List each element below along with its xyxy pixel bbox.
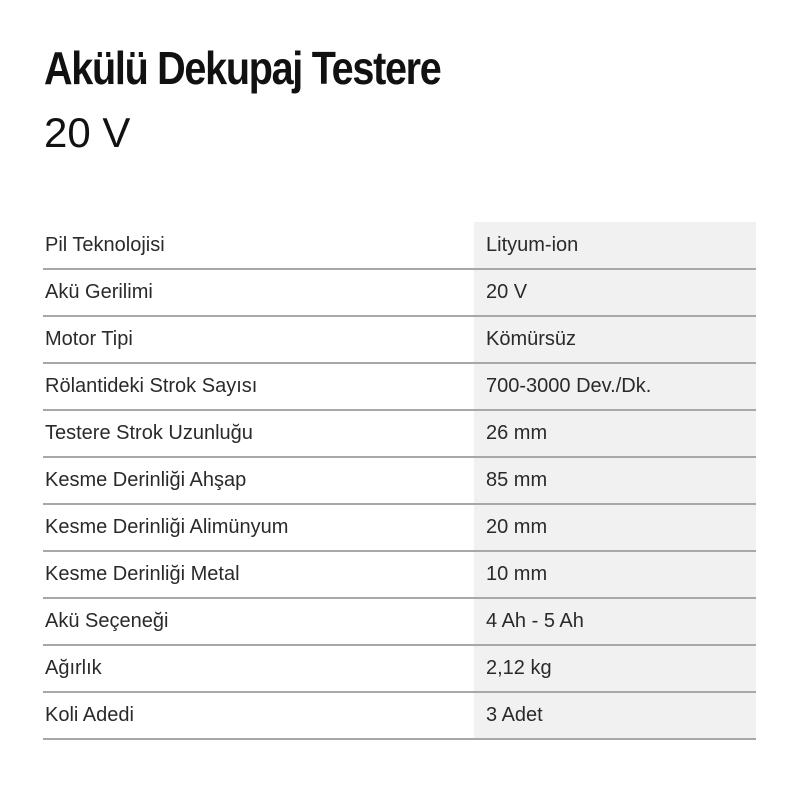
spec-label: Akü Seçeneği (43, 598, 473, 645)
table-row (43, 269, 756, 316)
spec-table (43, 222, 756, 740)
product-voltage: 20 V (44, 109, 131, 156)
spec-value: 85 mm (473, 457, 756, 504)
spec-value: 26 mm (473, 410, 756, 457)
table-row (43, 504, 756, 551)
table-row (43, 316, 756, 363)
spec-value: 20 mm (473, 504, 756, 551)
spec-value: Lityum-ion (473, 222, 756, 269)
table-row (43, 645, 756, 692)
spec-label: Ağırlık (43, 645, 473, 692)
product-title: Akülü Dekupaj Testere (44, 42, 441, 94)
spec-value: 2,12 kg (473, 645, 756, 692)
spec-value: 700-3000 Dev./Dk. (473, 363, 756, 410)
spec-label: Kesme Derinliği Alimünyum (43, 504, 473, 551)
spec-label: Kesme Derinliği Ahşap (43, 457, 473, 504)
table-row (43, 598, 756, 645)
table-row (43, 457, 756, 504)
spec-label: Motor Tipi (43, 316, 473, 363)
table-row (43, 410, 756, 457)
spec-value: 20 V (473, 269, 756, 316)
spec-label: Testere Strok Uzunluğu (43, 410, 473, 457)
spec-label: Pil Teknolojisi (43, 222, 473, 269)
spec-label: Koli Adedi (43, 692, 473, 739)
spec-value: 3 Adet (473, 692, 756, 739)
spec-label: Akü Gerilimi (43, 269, 473, 316)
table-row (43, 551, 756, 598)
spec-label: Rölantideki Strok Sayısı (43, 363, 473, 410)
spec-value: Kömürsüz (473, 316, 756, 363)
spec-value: 4 Ah - 5 Ah (473, 598, 756, 645)
table-row (43, 222, 756, 269)
spec-label: Kesme Derinliği Metal (43, 551, 473, 598)
table-row (43, 692, 756, 739)
table-row (43, 363, 756, 410)
spec-value: 10 mm (473, 551, 756, 598)
